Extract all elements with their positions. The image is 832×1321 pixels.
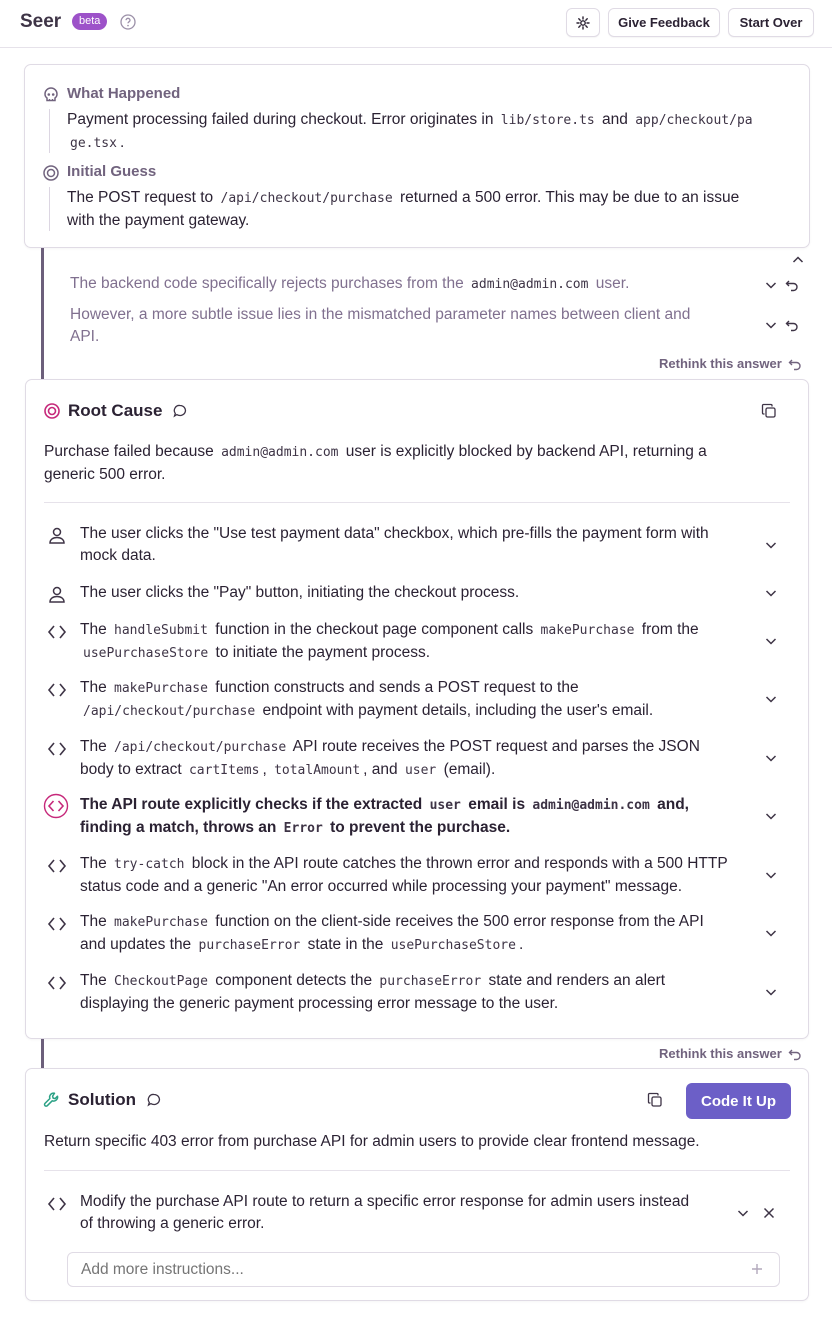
- code: makePurchase: [114, 915, 208, 930]
- chevron-down-icon[interactable]: [764, 809, 778, 823]
- target-icon: [42, 164, 60, 182]
- help-icon[interactable]: [120, 14, 136, 30]
- plus-icon[interactable]: [750, 1262, 764, 1276]
- t: (email).: [443, 761, 496, 778]
- rethink-label: Rethink this answer: [659, 1046, 782, 1061]
- code: totalAmount: [274, 763, 361, 778]
- code: Error: [283, 821, 323, 836]
- code: usePurchaseStore: [390, 938, 516, 953]
- chevron-up-icon[interactable]: [791, 253, 805, 267]
- file-store: lib/store.ts: [500, 113, 595, 128]
- insight-1-code: admin@admin.com: [471, 277, 589, 292]
- summary-pre: Purchase failed because: [44, 443, 214, 460]
- t: state and renders an alert: [488, 972, 666, 989]
- chevron-down-icon[interactable]: [764, 634, 778, 648]
- t: displaying the generic payment processing error message to the user.: [80, 995, 559, 1012]
- step-text: [80, 619, 764, 665]
- root-cause-title: Root Cause: [68, 401, 163, 420]
- step-text: [80, 1191, 740, 1235]
- guess-post: returned a 500 error. This may be due to an issue: [400, 189, 740, 206]
- insight-2[interactable]: [70, 304, 740, 348]
- code-icon: [46, 621, 68, 643]
- root-cause-summary: [44, 441, 784, 486]
- t: function constructs and sends a POST request to the: [215, 679, 579, 696]
- chevron-down-icon[interactable]: [764, 586, 778, 600]
- thread-line: [41, 1039, 44, 1068]
- t: function in the checkout page component calls: [215, 621, 534, 638]
- code-icon: [46, 679, 68, 701]
- solution-step-line1: Modify the purchase API route to return a specific error response for admin users instead: [80, 1193, 690, 1210]
- code: user: [404, 763, 437, 778]
- root-cause-card: [25, 379, 809, 1039]
- step1-line1: The user clicks the "Use test payment data" checkbox, which pre-fills the payment form with: [80, 525, 709, 542]
- what-happened-title: What Happened: [67, 85, 181, 102]
- code: makePurchase: [114, 681, 208, 696]
- step-text: [80, 523, 764, 567]
- step-text: [80, 911, 764, 957]
- t: , and: [363, 761, 398, 778]
- code: /api/checkout/purchase: [83, 704, 256, 719]
- code-icon: [46, 738, 68, 760]
- step1-line2: mock data.: [80, 547, 156, 564]
- code: handleSubmit: [114, 623, 208, 638]
- root-cause-step[interactable]: [46, 736, 790, 780]
- chevron-down-icon[interactable]: [764, 538, 778, 552]
- chevron-down-icon[interactable]: [764, 692, 778, 706]
- code: purchaseError: [379, 974, 482, 989]
- insight-2-line1: However, a more subtle issue lies in the mismatched parameter names between client and: [70, 306, 691, 323]
- guess-endpoint: /api/checkout/purchase: [220, 191, 393, 206]
- undo-icon: [788, 357, 802, 371]
- code-icon: [46, 1193, 68, 1215]
- t: to prevent the purchase.: [330, 819, 511, 836]
- top-bar: [0, 0, 832, 48]
- t: component detects the: [215, 972, 373, 989]
- t: The API route explicitly checks if the extracted: [80, 796, 423, 813]
- comment-icon[interactable]: [147, 1093, 161, 1107]
- t: The: [80, 972, 107, 989]
- t: The: [80, 738, 107, 755]
- code: makePurchase: [540, 623, 635, 638]
- root-cause-step[interactable]: [46, 677, 790, 721]
- code-icon: [46, 855, 68, 877]
- initial-guess-title: Initial Guess: [67, 163, 157, 180]
- code: /api/checkout/purchase: [114, 740, 287, 755]
- t: email is: [468, 796, 526, 813]
- root-cause-step[interactable]: [46, 970, 790, 1014]
- rethink-button-2[interactable]: [659, 1046, 802, 1061]
- and-word: and: [602, 111, 628, 128]
- chevron-down-icon[interactable]: [764, 751, 778, 765]
- solution-step-line2: of throwing a generic error.: [80, 1215, 265, 1232]
- start-over-button[interactable]: Start Over: [728, 8, 814, 37]
- step-text: [80, 677, 764, 723]
- t: block in the API route catches the thrown error and responds with a 500 HTTP: [191, 855, 728, 872]
- insight-1-pre: The backend code specifically rejects purchases from the: [70, 275, 464, 292]
- t: endpoint with payment details, including the user's email.: [262, 702, 654, 719]
- root-cause-step[interactable]: [46, 619, 790, 663]
- solution-step[interactable]: [46, 1191, 790, 1235]
- divider: [44, 1170, 790, 1171]
- app-title: Seer: [20, 11, 62, 32]
- undo-icon[interactable]: [785, 278, 799, 292]
- copy-icon[interactable]: [647, 1092, 663, 1108]
- undo-icon[interactable]: [785, 318, 799, 332]
- user-icon: [46, 525, 68, 547]
- chevron-down-icon[interactable]: [764, 318, 778, 332]
- copy-icon[interactable]: [761, 403, 777, 419]
- period: .: [119, 134, 125, 151]
- code: purchaseError: [198, 938, 301, 953]
- chevron-down-icon[interactable]: [764, 868, 778, 882]
- chevron-down-icon[interactable]: [764, 926, 778, 940]
- give-feedback-button[interactable]: Give Feedback: [608, 8, 720, 37]
- settings-button[interactable]: [566, 8, 600, 37]
- wrench-icon: [43, 1091, 61, 1109]
- t: The: [80, 679, 107, 696]
- step-text: [80, 794, 764, 840]
- comment-icon[interactable]: [173, 404, 187, 418]
- t: .: [518, 936, 524, 953]
- skull-icon: [42, 86, 60, 104]
- t: body to extract: [80, 761, 182, 778]
- step-text: [80, 853, 764, 898]
- root-cause-step[interactable]: [46, 911, 790, 955]
- root-cause-step[interactable]: [46, 523, 790, 567]
- t: API route receives the POST request and parses the JSON: [292, 738, 700, 755]
- chevron-down-icon[interactable]: [764, 278, 778, 292]
- t: The: [80, 621, 107, 638]
- rethink-button-1[interactable]: [659, 356, 802, 371]
- thread-line: [41, 248, 44, 379]
- step-text: [80, 736, 764, 782]
- code: user: [429, 798, 461, 813]
- t: state in the: [307, 936, 384, 953]
- t: The: [80, 855, 107, 872]
- solution-summary: Return specific 403 error from purchase API for admin users to provide clear frontend message.: [44, 1133, 700, 1150]
- t: function on the client-side receives the 500 error response from the API: [215, 913, 704, 930]
- initial-guess-text: [49, 187, 799, 231]
- divider: [44, 502, 790, 503]
- beta-badge: beta: [72, 13, 107, 30]
- t: from the: [641, 621, 699, 638]
- step2-text: The user clicks the "Pay" button, initiating the checkout process.: [80, 584, 520, 601]
- code: usePurchaseStore: [83, 646, 209, 661]
- root-cause-step-highlighted[interactable]: [46, 794, 790, 838]
- target-icon: [43, 402, 61, 420]
- solution-title: Solution: [68, 1090, 136, 1109]
- code-icon: [46, 913, 68, 935]
- t: The: [80, 913, 107, 930]
- code-it-up-button[interactable]: Code It Up: [686, 1083, 791, 1119]
- undo-icon: [788, 1047, 802, 1061]
- code: admin@admin.com: [532, 798, 650, 813]
- code-icon: [43, 793, 69, 819]
- close-icon[interactable]: [762, 1206, 776, 1220]
- code: try-catch: [114, 857, 185, 872]
- guess-line2: with the payment gateway.: [67, 212, 250, 229]
- t: and updates the: [80, 936, 192, 953]
- summary-code: admin@admin.com: [221, 445, 339, 460]
- t: status code and a generic "An error occurred while processing your payment" message.: [80, 878, 683, 895]
- what-happened-text-pre: Payment processing failed during checkout. Error originates in: [67, 111, 494, 128]
- user-icon: [46, 584, 68, 606]
- chevron-down-icon[interactable]: [736, 1206, 750, 1220]
- code-icon: [46, 972, 68, 994]
- solution-card: [25, 1068, 809, 1301]
- insight-1[interactable]: [70, 273, 740, 296]
- settings-icon: [576, 16, 590, 30]
- root-cause-step[interactable]: [46, 853, 790, 897]
- summary-line2: generic 500 error.: [44, 466, 166, 483]
- chevron-down-icon[interactable]: [764, 985, 778, 999]
- t: to initiate the payment process.: [215, 644, 431, 661]
- step-text: [80, 970, 764, 1015]
- insight-2-line2: API.: [70, 328, 100, 345]
- t: and,: [657, 796, 689, 813]
- t: ,: [262, 761, 267, 778]
- file-checkout-b: ge.tsx: [70, 136, 117, 151]
- code: cartItems: [188, 763, 260, 778]
- what-happened-card: [24, 64, 810, 248]
- root-cause-step[interactable]: [46, 582, 790, 604]
- summary-post: user is explicitly blocked by backend API, returning a: [345, 443, 707, 460]
- code: CheckoutPage: [114, 974, 208, 989]
- file-checkout-a: app/checkout/pa: [635, 113, 753, 128]
- t: finding a match, throws an: [80, 819, 277, 836]
- rethink-label: Rethink this answer: [659, 356, 782, 371]
- insight-1-post: user.: [595, 275, 630, 292]
- what-happened-text: [49, 109, 799, 153]
- add-instructions-input[interactable]: [67, 1252, 780, 1287]
- guess-pre: The POST request to: [67, 189, 214, 206]
